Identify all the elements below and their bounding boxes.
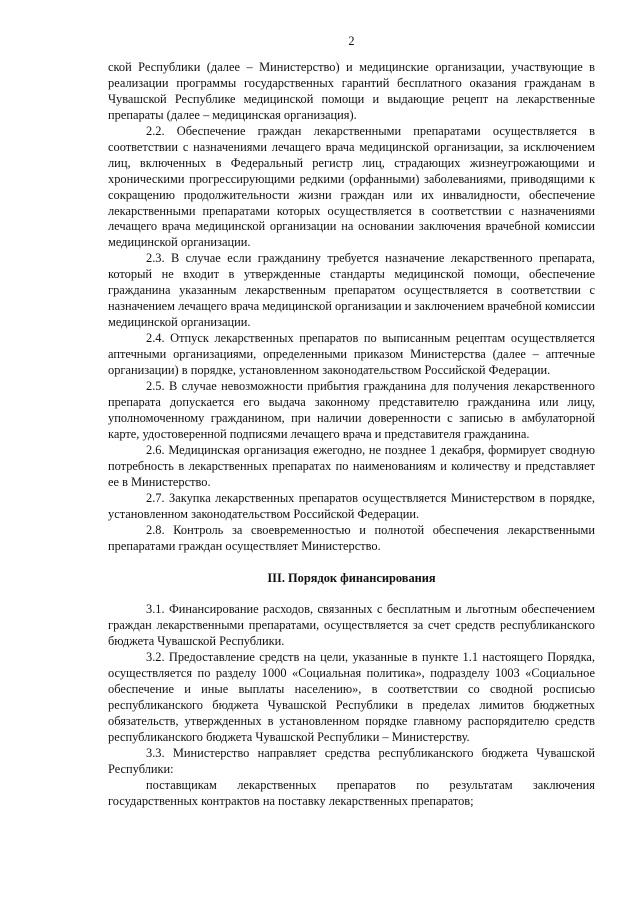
paragraph-2-1-continuation: ской Республики (далее – Министерство) и медицинские организации, участвующие в реализации программы государственных гарантий бесплатного оказания гражданам в Чувашской Республике медицинской помощи и выдающие рецепт на лекарственные препараты (далее – медицинская организация). xyxy=(108,59,595,122)
paragraph-2-6: 2.6. Медицинская организация ежегодно, не позднее 1 декабря, формирует сводную потребность в лекарственных препаратах по наименованиям и количеству и представляет ее в Министерство. xyxy=(108,442,595,489)
document-page xyxy=(108,34,595,810)
page-number: 2 xyxy=(348,34,355,48)
paragraph-3-2: 3.2. Предоставление средств на цели, указанные в пункте 1.1 настоящего Порядка, осуществляется по разделу 1000 «Социальная политика», подразделу 1003 «Социальное обеспечение и иные выплаты населению», в соответствии со сводной росписью республиканского бюджета Чувашской Республики в пределах лимитов бюджетных обязательств, утвержденных в установленном порядке главному распорядителю средств республиканского бюджета Чувашской Республики – Министерству. xyxy=(108,650,595,745)
paragraph-2-7: 2.7. Закупка лекарственных препаратов осуществляется Министерством в порядке, установленном законодательством Российской Федерации. xyxy=(108,490,595,521)
section-heading: III. Порядок финансирования xyxy=(267,570,436,585)
paragraph-2-5: 2.5. В случае невозможности прибытия гражданина для получения лекарственного препарата допускается его выдача законному представителю гражданина или лицу, уполномоченному гражданином, при наличии доверенности с записью в амбулаторной карте, удостоверенной подписями лечащего врача и представителя гражданина. xyxy=(108,379,595,441)
paragraph-3-1: 3.1. Финансирование расходов, связанных с бесплатным и льготным обеспечением граждан лекарственными препаратами, осуществляется за счет средств республиканского бюджета Чувашской Республики. xyxy=(108,602,595,649)
paragraph-2-3: 2.3. В случае если гражданину требуется назначение лекарственного препарата, который не входит в утвержденные стандарты медицинской помощи, обеспечение гражданина указанным лекарственным препаратом осуществляется в соответствии с назначением лечащего врача медицинской организации и заключением врачебной комиссии медицинской организации. xyxy=(108,251,595,330)
paragraph-3-3: 3.3. Министерство направляет средства республиканского бюджета Чувашской Республики: xyxy=(108,746,595,776)
paragraph-2-2: 2.2. Обеспечение граждан лекарственными препаратами осуществляется в соответствии с назначениями лечащего врача медицинской организации, за исключением лиц, включенных в Федеральный регистр лиц, страдающих жизнеугрожающими и хроническими прогрессирующими редкими (орфанными) заболеваниями, приводящими к сокращению продолжительности жизни граждан или их инвалидности, обеспечение лекарственными препаратами которых осуществляется в соответствии с назначениями лечащего врача медицинской организации на основании заключения врачебной комиссии медицинской организации. xyxy=(108,123,595,250)
paragraph-3-3-item: поставщикам лекарственных препаратов по результатам заключения государственных контрактов на поставку лекарственных препаратов; xyxy=(108,777,595,808)
paragraph-2-8: 2.8. Контроль за своевременностью и полнотой обеспечения лекарственными препаратами граждан осуществляет Министерство. xyxy=(108,522,595,553)
paragraph-2-4: 2.4. Отпуск лекарственных препаратов по выписанным рецептам осуществляется аптечными организациями, определенными приказом Министерства (далее – аптечные организации) в порядке, установленном законодательством Российской Федерации. xyxy=(108,331,595,378)
